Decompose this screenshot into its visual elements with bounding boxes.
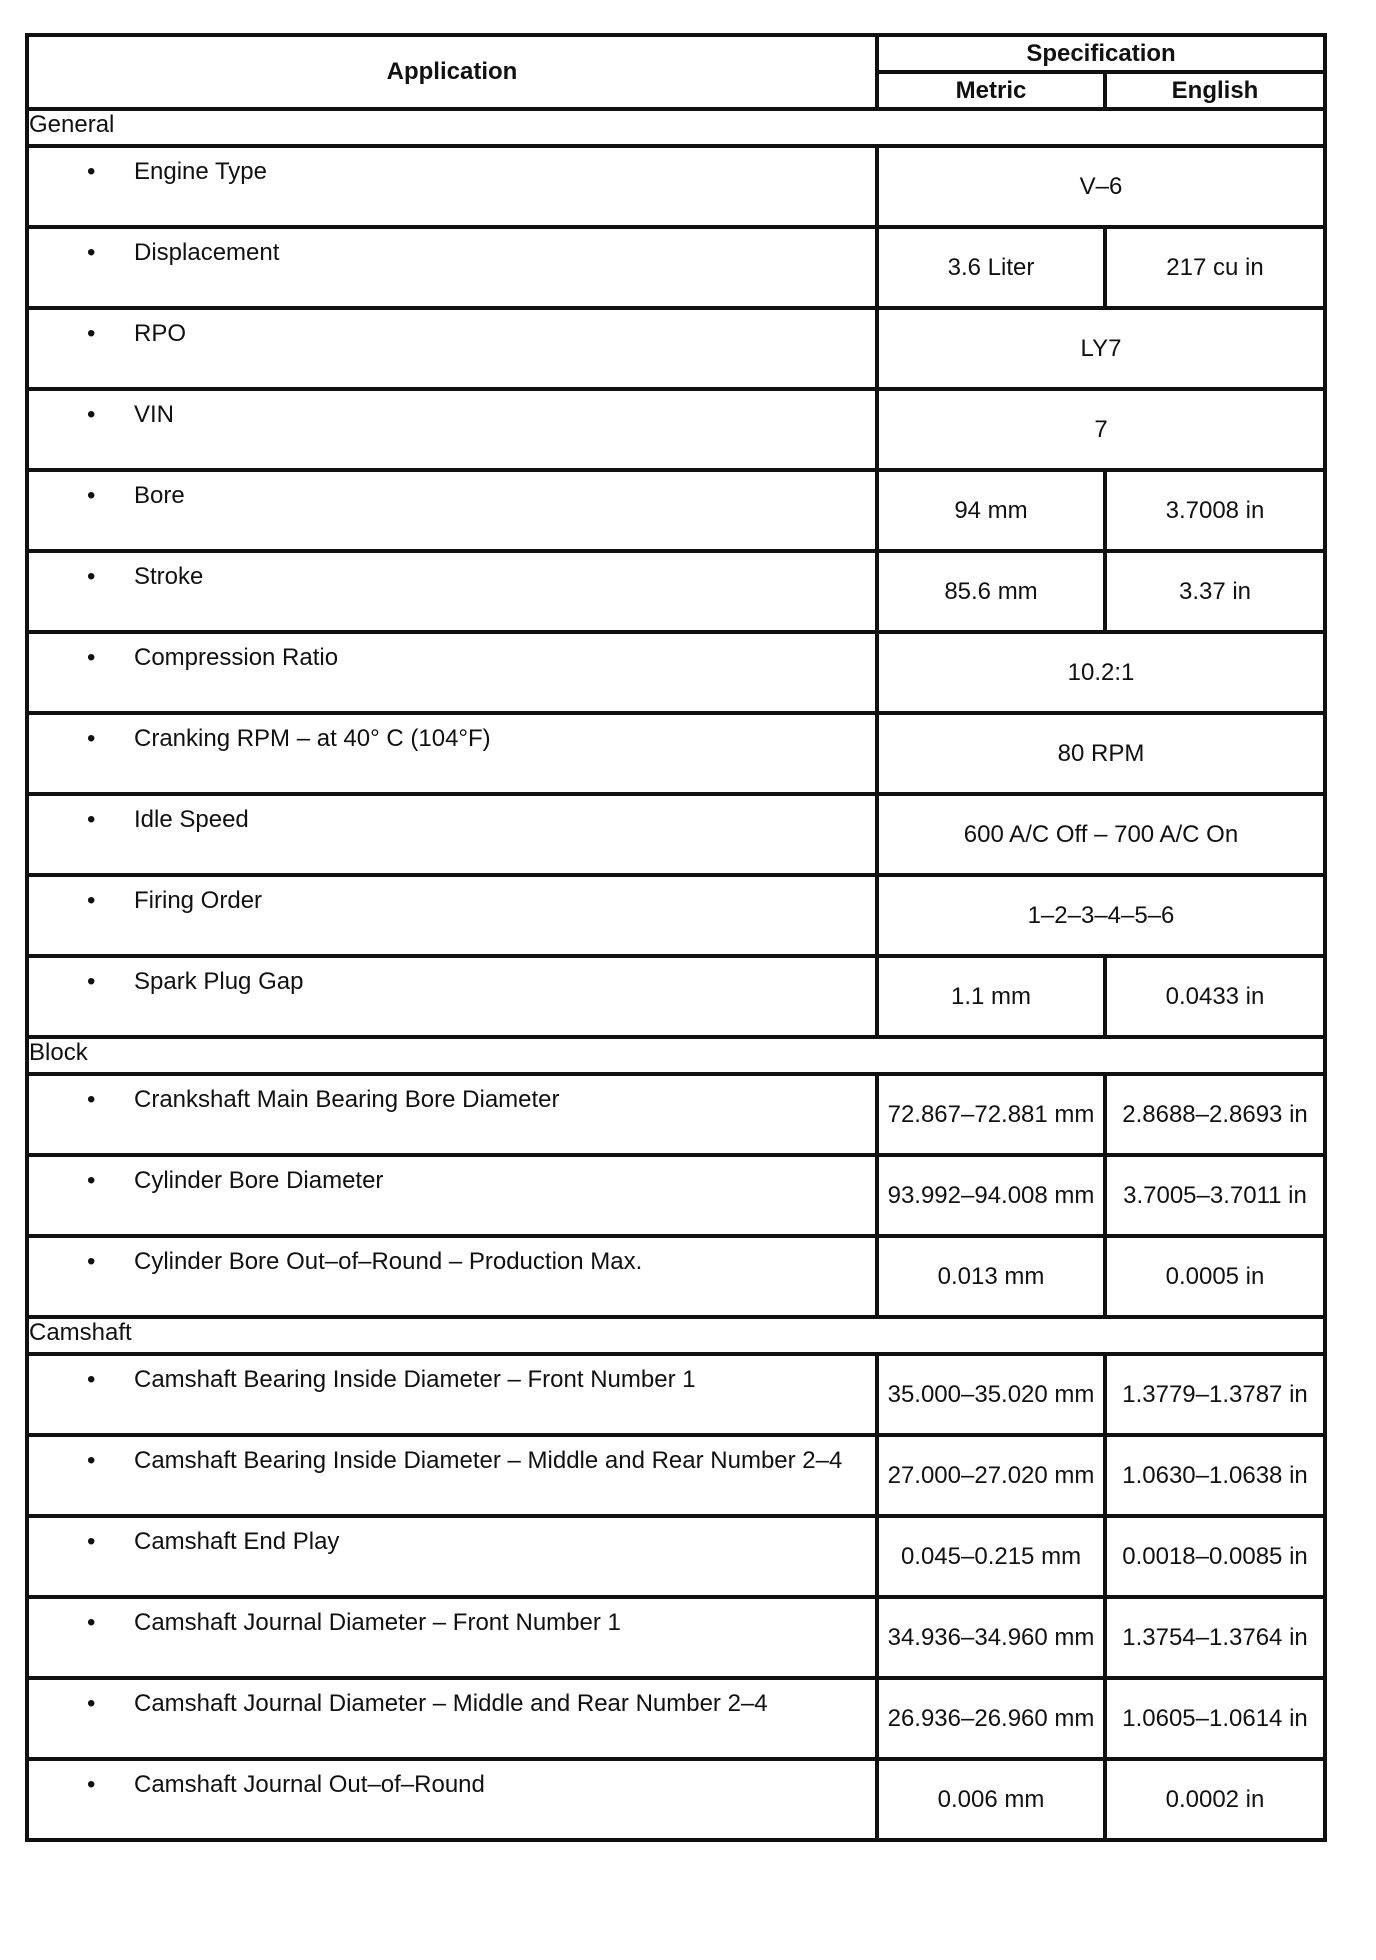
row-label: Camshaft End Play: [134, 1528, 340, 1555]
metric-value-cell: 27.000–27.020 mm: [877, 1435, 1105, 1516]
row-label: Camshaft Journal Out–of–Round: [134, 1771, 485, 1798]
specification-table: [25, 33, 1327, 1842]
row-label: Camshaft Journal Diameter – Middle and Rear Number 2–4: [134, 1690, 768, 1717]
bullet-icon: •: [87, 1609, 96, 1636]
row-label: Camshaft Bearing Inside Diameter – Front Number 1: [134, 1366, 696, 1393]
application-cell: [27, 470, 877, 551]
table-row: [27, 632, 1325, 713]
spec-value-cell: 80 RPM: [877, 713, 1325, 794]
application-cell: [27, 551, 877, 632]
metric-value-cell: 35.000–35.020 mm: [877, 1354, 1105, 1435]
bullet-icon: •: [87, 482, 96, 509]
application-cell: [27, 1236, 877, 1317]
metric-header: Metric: [877, 72, 1105, 109]
english-value-cell: 1.0630–1.0638 in: [1105, 1435, 1325, 1516]
application-cell: [27, 713, 877, 794]
application-cell: [27, 794, 877, 875]
row-label: Firing Order: [134, 887, 263, 914]
row-label: Engine Type: [134, 158, 267, 185]
table-row: [27, 389, 1325, 470]
english-value-cell: 1.0605–1.0614 in: [1105, 1678, 1325, 1759]
table-row: [27, 227, 1325, 308]
bullet-icon: •: [87, 968, 96, 995]
english-value-cell: 3.37 in: [1105, 551, 1325, 632]
specification-header: Specification: [877, 35, 1325, 72]
application-cell: [27, 1074, 877, 1155]
row-label: Spark Plug Gap: [134, 968, 304, 995]
english-value-cell: 3.7008 in: [1105, 470, 1325, 551]
row-label: Camshaft Bearing Inside Diameter – Middle and Rear Number 2–4: [134, 1447, 843, 1474]
english-value-cell: 1.3754–1.3764 in: [1105, 1597, 1325, 1678]
header-row: [27, 35, 1325, 72]
table-row: [27, 794, 1325, 875]
application-cell: [27, 875, 877, 956]
metric-value-cell: 0.045–0.215 mm: [877, 1516, 1105, 1597]
bullet-icon: •: [87, 158, 96, 185]
application-cell: [27, 308, 877, 389]
application-cell: [27, 1354, 877, 1435]
english-value-cell: 217 cu in: [1105, 227, 1325, 308]
metric-value-cell: 85.6 mm: [877, 551, 1105, 632]
application-cell: [27, 1678, 877, 1759]
application-cell: [27, 1597, 877, 1678]
row-label: Idle Speed: [134, 806, 249, 833]
spec-value-cell: 10.2:1: [877, 632, 1325, 713]
bullet-icon: •: [87, 320, 96, 347]
section-title: Camshaft: [27, 1317, 1325, 1354]
row-label: Bore: [134, 482, 185, 509]
application-cell: [27, 1759, 877, 1840]
bullet-icon: •: [87, 1086, 96, 1113]
metric-value-cell: 93.992–94.008 mm: [877, 1155, 1105, 1236]
bullet-icon: •: [87, 239, 96, 266]
metric-value-cell: 1.1 mm: [877, 956, 1105, 1037]
row-label: Cylinder Bore Out–of–Round – Production Max.: [134, 1248, 643, 1275]
table-row: [27, 1155, 1325, 1236]
bullet-icon: •: [87, 1771, 96, 1798]
metric-value-cell: 94 mm: [877, 470, 1105, 551]
table-row: [27, 551, 1325, 632]
metric-value-cell: 0.013 mm: [877, 1236, 1105, 1317]
english-value-cell: 0.0433 in: [1105, 956, 1325, 1037]
english-value-cell: 3.7005–3.7011 in: [1105, 1155, 1325, 1236]
spec-value-cell: V–6: [877, 146, 1325, 227]
section-row: [27, 1037, 1325, 1074]
application-cell: [27, 1516, 877, 1597]
section-title: Block: [27, 1037, 1325, 1074]
table-body: [27, 109, 1325, 1840]
row-label: Displacement: [134, 239, 280, 266]
section-title: General: [27, 109, 1325, 146]
table-row: [27, 470, 1325, 551]
table-row: [27, 1516, 1325, 1597]
table-row: [27, 146, 1325, 227]
spec-value-cell: 1–2–3–4–5–6: [877, 875, 1325, 956]
metric-value-cell: 34.936–34.960 mm: [877, 1597, 1105, 1678]
application-cell: [27, 389, 877, 470]
bullet-icon: •: [87, 401, 96, 428]
bullet-icon: •: [87, 563, 96, 590]
bullet-icon: •: [87, 1447, 96, 1474]
table-row: [27, 1236, 1325, 1317]
english-value-cell: 0.0002 in: [1105, 1759, 1325, 1840]
metric-value-cell: 72.867–72.881 mm: [877, 1074, 1105, 1155]
section-row: [27, 109, 1325, 146]
english-value-cell: 1.3779–1.3787 in: [1105, 1354, 1325, 1435]
spec-value-cell: LY7: [877, 308, 1325, 389]
table-row: [27, 1074, 1325, 1155]
bullet-icon: •: [87, 806, 96, 833]
row-label: Camshaft Journal Diameter – Front Number 1: [134, 1609, 621, 1636]
table-row: [27, 308, 1325, 389]
bullet-icon: •: [87, 725, 96, 752]
table-row: [27, 956, 1325, 1037]
english-value-cell: 0.0005 in: [1105, 1236, 1325, 1317]
application-cell: [27, 146, 877, 227]
bullet-icon: •: [87, 1528, 96, 1555]
application-cell: [27, 1155, 877, 1236]
bullet-icon: •: [87, 887, 96, 914]
english-value-cell: 0.0018–0.0085 in: [1105, 1516, 1325, 1597]
bullet-icon: •: [87, 1167, 96, 1194]
bullet-icon: •: [87, 1690, 96, 1717]
row-label: Crankshaft Main Bearing Bore Diameter: [134, 1086, 560, 1113]
metric-value-cell: 0.006 mm: [877, 1759, 1105, 1840]
table-row: [27, 875, 1325, 956]
application-header: Application: [27, 35, 877, 109]
bullet-icon: •: [87, 1366, 96, 1393]
metric-value-cell: 26.936–26.960 mm: [877, 1678, 1105, 1759]
row-label: Cylinder Bore Diameter: [134, 1167, 384, 1194]
bullet-icon: •: [87, 644, 96, 671]
english-value-cell: 2.8688–2.8693 in: [1105, 1074, 1325, 1155]
table-row: [27, 1597, 1325, 1678]
row-label: VIN: [134, 401, 175, 428]
application-cell: [27, 1435, 877, 1516]
section-row: [27, 1317, 1325, 1354]
row-label: Stroke: [134, 563, 204, 590]
table-row: [27, 713, 1325, 794]
table-row: [27, 1678, 1325, 1759]
row-label: RPO: [134, 320, 187, 347]
bullet-icon: •: [87, 1248, 96, 1275]
spec-value-cell: 7: [877, 389, 1325, 470]
english-header: English: [1105, 72, 1325, 109]
row-label: Compression Ratio: [134, 644, 339, 671]
metric-value-cell: 3.6 Liter: [877, 227, 1105, 308]
application-cell: [27, 632, 877, 713]
table-row: [27, 1435, 1325, 1516]
table-row: [27, 1354, 1325, 1435]
application-cell: [27, 956, 877, 1037]
table-row: [27, 1759, 1325, 1840]
application-cell: [27, 227, 877, 308]
row-label: Cranking RPM – at 40° C (104°F): [134, 725, 491, 752]
spec-value-cell: 600 A/C Off – 700 A/C On: [877, 794, 1325, 875]
